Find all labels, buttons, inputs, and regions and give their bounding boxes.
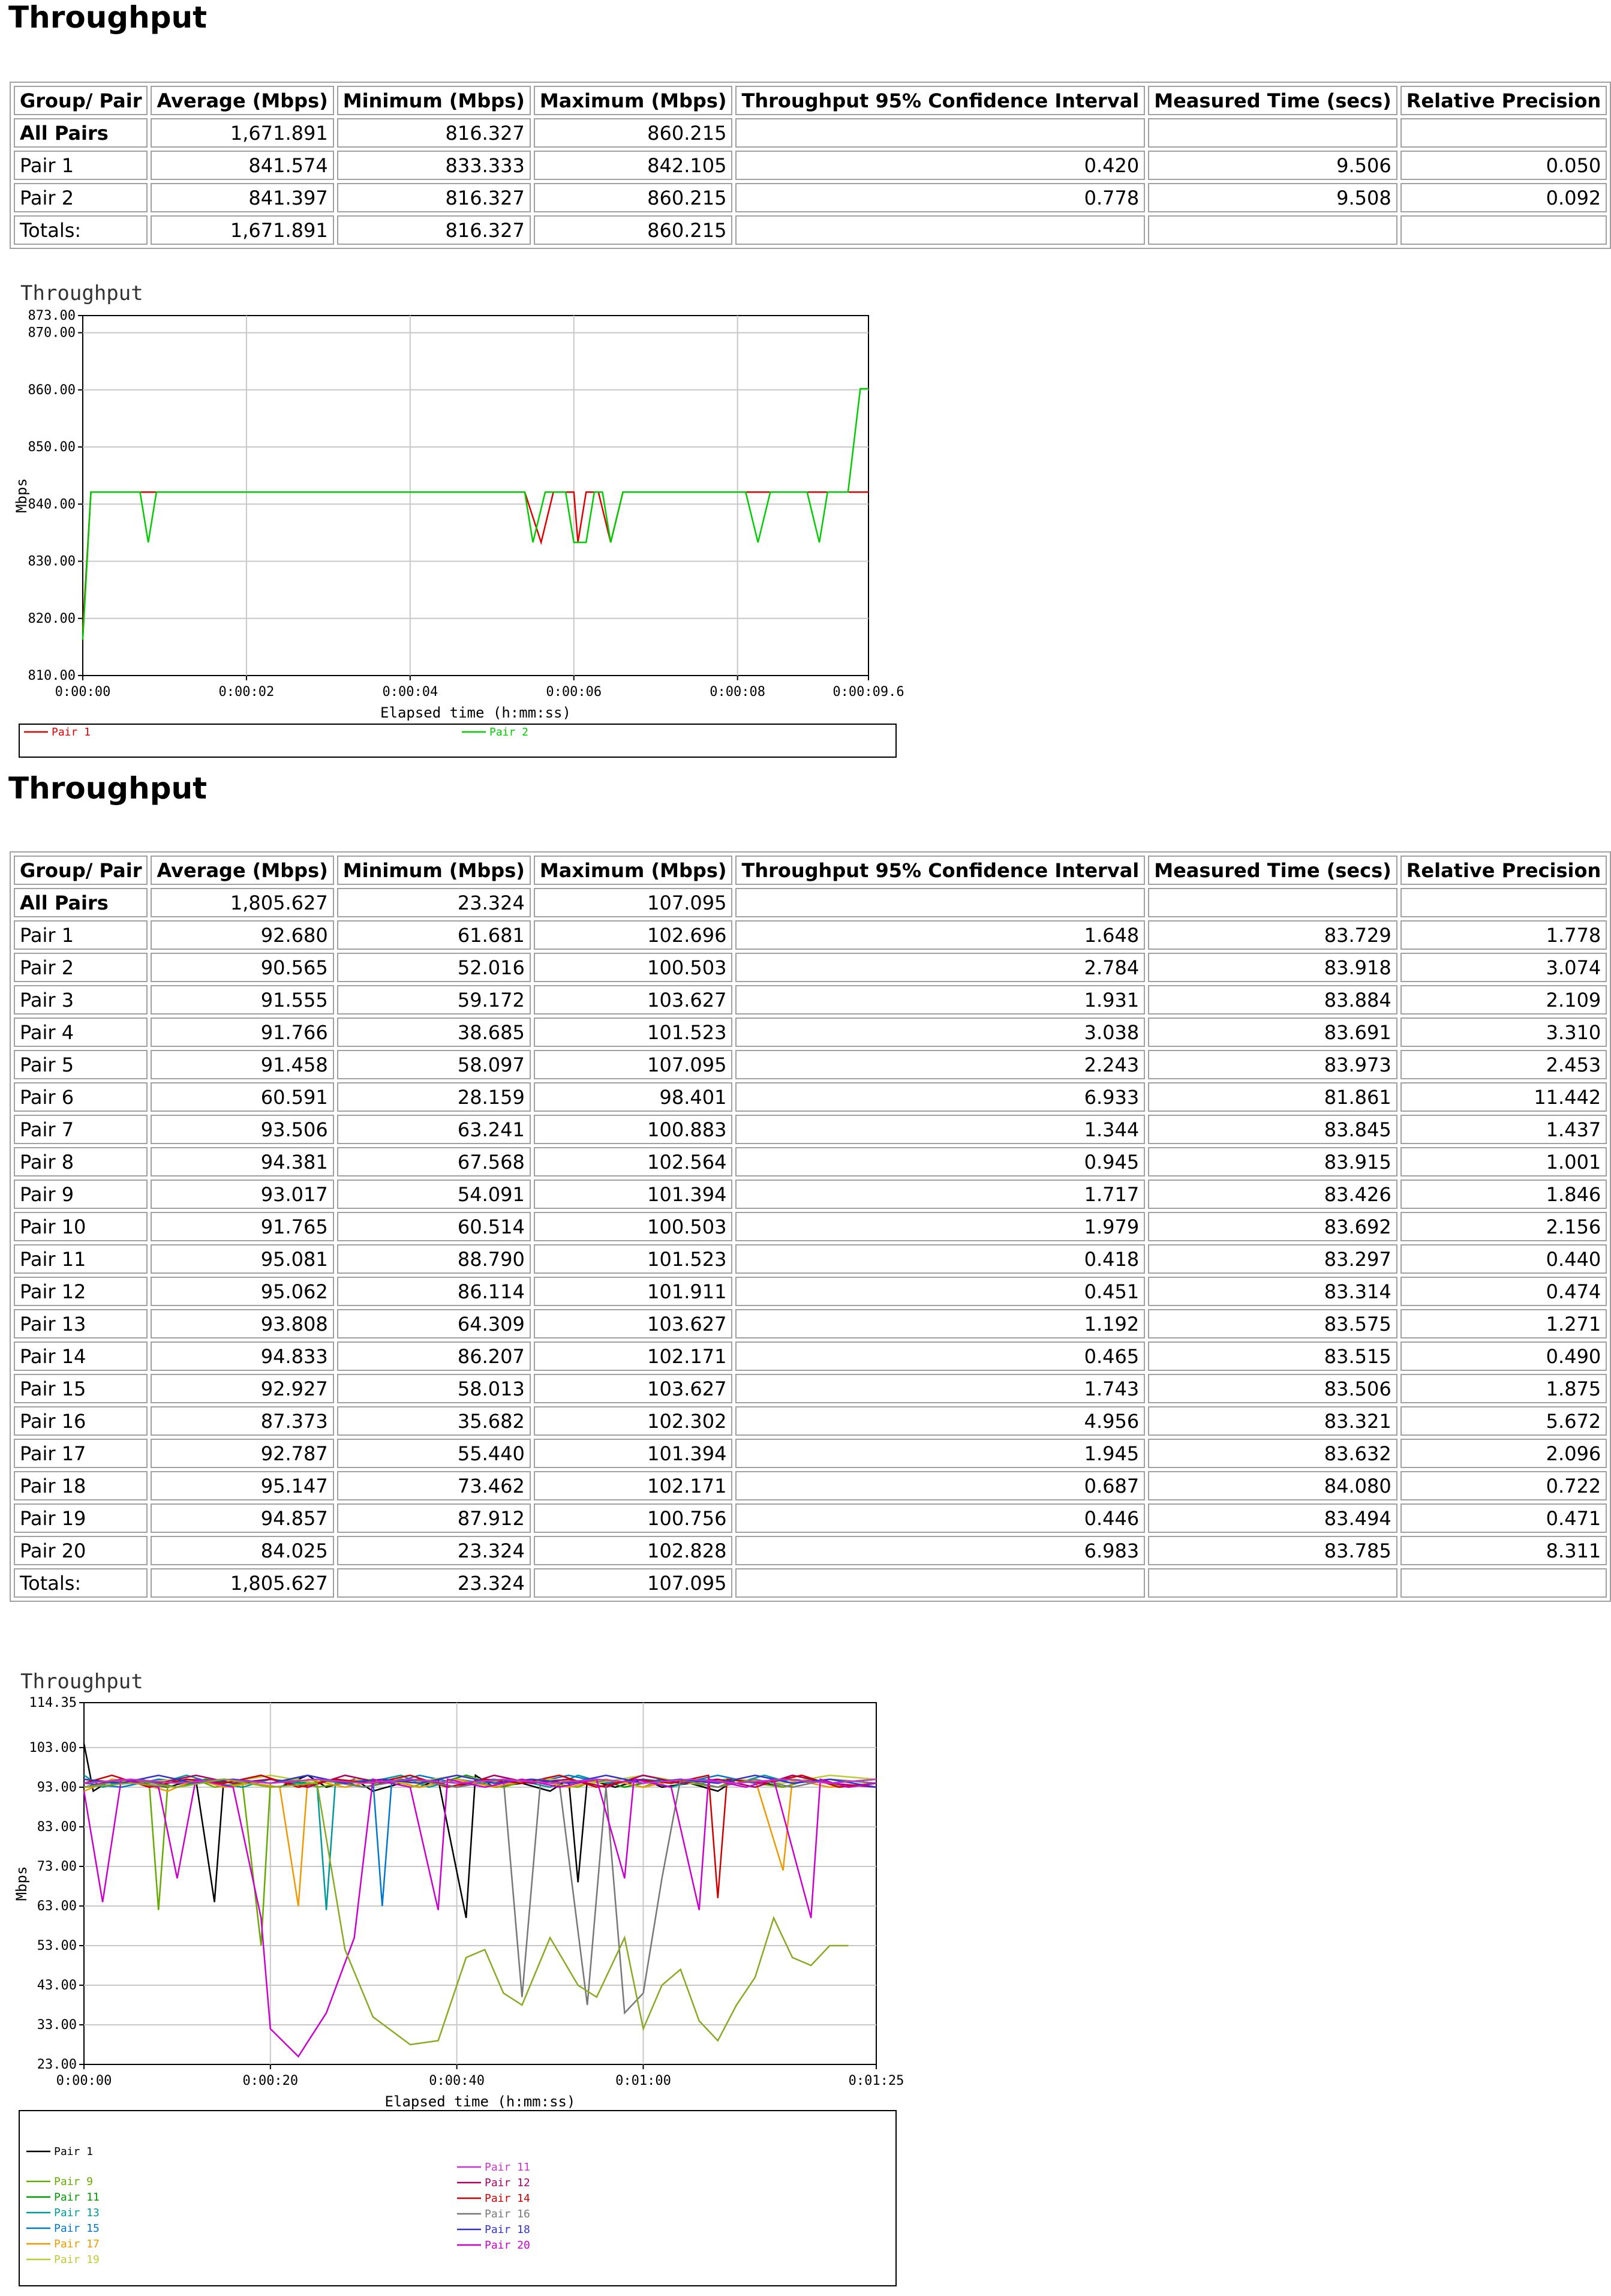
table-cell: 107.095	[534, 1568, 733, 1598]
column-header: Average (Mbps)	[151, 86, 333, 115]
table-cell: 83.494	[1148, 1503, 1397, 1533]
table-cell: 83.426	[1148, 1179, 1397, 1209]
y-tick-label: 860.00	[28, 382, 76, 398]
column-header: Minimum (Mbps)	[337, 856, 531, 885]
row-label: Pair 15	[14, 1374, 148, 1403]
table-cell: 860.215	[534, 183, 733, 212]
y-tick-label: 103.00	[29, 1740, 77, 1755]
table-cell: 107.095	[534, 888, 733, 917]
table-cell: 0.451	[735, 1277, 1145, 1306]
y-tick-label: 820.00	[28, 611, 76, 626]
table-cell: 102.171	[534, 1341, 733, 1371]
table-cell: 23.324	[337, 1568, 531, 1598]
table-cell: 3.074	[1400, 953, 1607, 982]
table-cell: 860.215	[534, 215, 733, 245]
table-cell: 92.680	[151, 920, 333, 950]
column-header: Minimum (Mbps)	[337, 86, 531, 115]
table-cell: 6.983	[735, 1536, 1145, 1565]
row-label: Pair 1	[14, 920, 148, 950]
legend-label: Pair 16	[485, 2208, 530, 2220]
legend-label: Pair 9	[54, 2175, 94, 2188]
column-header: Relative Precision	[1400, 86, 1607, 115]
table-cell: 23.324	[337, 1536, 531, 1565]
row-label: Totals:	[14, 215, 148, 245]
table-cell: 100.756	[534, 1503, 733, 1533]
row-label: Totals:	[14, 1568, 148, 1598]
y-axis-label: Mbps	[13, 478, 30, 513]
x-tick-label: 0:00:08	[710, 685, 766, 700]
column-header: Measured Time (secs)	[1148, 856, 1397, 885]
table-cell: 92.927	[151, 1374, 333, 1403]
table-cell: 28.159	[337, 1082, 531, 1112]
row-label: Pair 6	[14, 1082, 148, 1112]
x-tick-label: 0:01:25	[848, 2073, 904, 2088]
x-tick-label: 0:00:04	[382, 685, 438, 700]
table-cell: 58.097	[337, 1050, 531, 1079]
table-cell: 816.327	[337, 118, 531, 148]
chart-title: Throughput	[20, 281, 143, 305]
table-cell: 102.302	[534, 1406, 733, 1436]
row-label: Pair 11	[14, 1244, 148, 1274]
y-tick-label: 840.00	[28, 497, 76, 512]
table-cell: 93.808	[151, 1309, 333, 1338]
table-cell: 1.778	[1400, 920, 1607, 950]
table-cell: 1.271	[1400, 1309, 1607, 1338]
legend-label: Pair 1	[54, 2145, 94, 2158]
table-cell: 60.591	[151, 1082, 333, 1112]
y-tick-label: 43.00	[37, 1977, 77, 1993]
table-cell: 0.446	[735, 1503, 1145, 1533]
row-label: Pair 3	[14, 985, 148, 1015]
table-cell: 86.207	[337, 1341, 531, 1371]
table-cell: 35.682	[337, 1406, 531, 1436]
table-cell: 98.401	[534, 1082, 733, 1112]
y-tick-label: 870.00	[28, 325, 76, 341]
table-cell: 83.506	[1148, 1374, 1397, 1403]
table-cell: 59.172	[337, 985, 531, 1015]
x-tick-label: 0:00:00	[56, 2073, 112, 2088]
table-cell: 83.691	[1148, 1018, 1397, 1047]
table-cell: 1.743	[735, 1374, 1145, 1403]
row-label: Pair 18	[14, 1471, 148, 1500]
legend-label: Pair 19	[54, 2253, 100, 2266]
x-tick-label: 0:01:00	[615, 2073, 671, 2088]
row-label: Pair 19	[14, 1503, 148, 1533]
legend-label: Pair 2	[489, 726, 529, 739]
column-header: Maximum (Mbps)	[534, 86, 733, 115]
table-cell: 0.092	[1400, 183, 1607, 212]
table-cell: 91.766	[151, 1018, 333, 1047]
table-cell: 86.114	[337, 1277, 531, 1306]
legend-label: Pair 17	[54, 2238, 100, 2250]
table-cell: 1,805.627	[151, 1568, 333, 1598]
table-cell: 107.095	[534, 1050, 733, 1079]
row-label: Pair 5	[14, 1050, 148, 1079]
table-cell: 84.025	[151, 1536, 333, 1565]
row-label: Pair 4	[14, 1018, 148, 1047]
table-cell: 0.722	[1400, 1471, 1607, 1500]
table-cell: 94.381	[151, 1147, 333, 1176]
table-cell: 841.397	[151, 183, 333, 212]
table-cell: 95.147	[151, 1471, 333, 1500]
table-cell: 0.440	[1400, 1244, 1607, 1274]
legend-label: Pair 18	[485, 2223, 530, 2236]
plot-area	[84, 1703, 876, 2064]
y-tick-label: 23.00	[37, 2057, 77, 2072]
table-cell: 0.778	[735, 183, 1145, 212]
table-cell: 103.627	[534, 985, 733, 1015]
table-cell: 0.050	[1400, 151, 1607, 180]
y-tick-label: 63.00	[37, 1898, 77, 1914]
table-cell: 841.574	[151, 151, 333, 180]
legend-label: Pair 13	[54, 2207, 100, 2219]
y-tick-label: 873.00	[28, 308, 76, 323]
table-cell: 23.324	[337, 888, 531, 917]
column-header: Group/ Pair	[14, 856, 148, 885]
table-cell: 1,671.891	[151, 215, 333, 245]
table-cell	[1400, 118, 1607, 148]
table-cell: 83.321	[1148, 1406, 1397, 1436]
table-cell: 92.787	[151, 1439, 333, 1468]
table-cell: 58.013	[337, 1374, 531, 1403]
table-cell: 83.632	[1148, 1439, 1397, 1468]
y-tick-label: 53.00	[37, 1938, 77, 1953]
table-cell: 94.833	[151, 1341, 333, 1371]
table-cell: 1.979	[735, 1212, 1145, 1241]
table-cell: 842.105	[534, 151, 733, 180]
table-cell: 91.555	[151, 985, 333, 1015]
section1-title: Throughput	[8, 0, 207, 35]
table-cell: 54.091	[337, 1179, 531, 1209]
table-cell: 101.523	[534, 1244, 733, 1274]
table-cell: 1.931	[735, 985, 1145, 1015]
table-cell: 102.696	[534, 920, 733, 950]
table-cell: 88.790	[337, 1244, 531, 1274]
table-cell: 83.918	[1148, 953, 1397, 982]
table-cell: 94.857	[151, 1503, 333, 1533]
table-cell: 1.717	[735, 1179, 1145, 1209]
table-cell: 91.765	[151, 1212, 333, 1241]
table-cell: 83.729	[1148, 920, 1397, 950]
table-cell: 11.442	[1400, 1082, 1607, 1112]
y-tick-label: 810.00	[28, 668, 76, 683]
x-tick-label: 0:00:20	[242, 2073, 299, 2088]
table-cell: 2.453	[1400, 1050, 1607, 1079]
legend-label: Pair 12	[485, 2177, 530, 2189]
table-cell: 61.681	[337, 920, 531, 950]
table-cell: 81.861	[1148, 1082, 1397, 1112]
table-cell: 38.685	[337, 1018, 531, 1047]
row-label: Pair 16	[14, 1406, 148, 1436]
chart-title: Throughput	[20, 1670, 143, 1694]
table-cell: 2.243	[735, 1050, 1145, 1079]
table-cell: 4.956	[735, 1406, 1145, 1436]
row-label: Pair 7	[14, 1115, 148, 1144]
column-header: Throughput 95% Confidence Interval	[735, 856, 1145, 885]
table-cell: 64.309	[337, 1309, 531, 1338]
table-cell: 0.945	[735, 1147, 1145, 1176]
table-cell: 0.687	[735, 1471, 1145, 1500]
table-cell	[1400, 215, 1607, 245]
row-label: Pair 14	[14, 1341, 148, 1371]
table-cell: 91.458	[151, 1050, 333, 1079]
table-cell: 83.785	[1148, 1536, 1397, 1565]
column-header: Throughput 95% Confidence Interval	[735, 86, 1145, 115]
row-label: Pair 2	[14, 953, 148, 982]
y-tick-label: 93.00	[37, 1779, 77, 1795]
table-cell: 0.420	[735, 151, 1145, 180]
table-cell: 55.440	[337, 1439, 531, 1468]
table-cell: 5.672	[1400, 1406, 1607, 1436]
table-cell: 833.333	[337, 151, 531, 180]
table-cell: 3.038	[735, 1018, 1145, 1047]
table-cell: 0.465	[735, 1341, 1145, 1371]
legend-label: Pair 11	[54, 2191, 100, 2204]
table-cell: 101.523	[534, 1018, 733, 1047]
row-label: Pair 12	[14, 1277, 148, 1306]
table-cell: 1,671.891	[151, 118, 333, 148]
row-label: Pair 1	[14, 151, 148, 180]
table-cell: 0.471	[1400, 1503, 1607, 1533]
table-cell: 93.017	[151, 1179, 333, 1209]
table-cell	[1400, 888, 1607, 917]
y-axis-label: Mbps	[13, 1866, 30, 1901]
table-cell: 0.474	[1400, 1277, 1607, 1306]
table-cell: 83.692	[1148, 1212, 1397, 1241]
column-header: Relative Precision	[1400, 856, 1607, 885]
table-cell: 83.973	[1148, 1050, 1397, 1079]
row-label: Pair 2	[14, 183, 148, 212]
legend-label: Pair 1	[52, 726, 91, 739]
table-cell: 1.192	[735, 1309, 1145, 1338]
row-label: Pair 17	[14, 1439, 148, 1468]
legend-label: Pair 11	[485, 2161, 530, 2174]
row-label: Pair 13	[14, 1309, 148, 1338]
table-cell: 83.915	[1148, 1147, 1397, 1176]
table-cell: 102.828	[534, 1536, 733, 1565]
table-cell: 2.109	[1400, 985, 1607, 1015]
table-cell: 101.394	[534, 1179, 733, 1209]
table-cell: 860.215	[534, 118, 733, 148]
table-cell: 1,805.627	[151, 888, 333, 917]
table-cell: 63.241	[337, 1115, 531, 1144]
table-cell: 0.490	[1400, 1341, 1607, 1371]
table-cell: 83.575	[1148, 1309, 1397, 1338]
table-cell: 102.171	[534, 1471, 733, 1500]
table-cell: 2.156	[1400, 1212, 1607, 1241]
row-label: Pair 20	[14, 1536, 148, 1565]
x-tick-label: 0:00:40	[429, 2073, 485, 2088]
table-cell: 67.568	[337, 1147, 531, 1176]
table-cell: 95.081	[151, 1244, 333, 1274]
table-cell: 816.327	[337, 183, 531, 212]
table-cell: 2.784	[735, 953, 1145, 982]
table-cell: 100.503	[534, 1212, 733, 1241]
x-tick-label: 0:00:09.6	[832, 685, 904, 700]
table-cell: 6.933	[735, 1082, 1145, 1112]
column-header: Maximum (Mbps)	[534, 856, 733, 885]
x-axis-label: Elapsed time (h:mm:ss)	[380, 704, 571, 721]
table-cell: 816.327	[337, 215, 531, 245]
table-cell: 101.911	[534, 1277, 733, 1306]
table-cell: 90.565	[151, 953, 333, 982]
column-header: Average (Mbps)	[151, 856, 333, 885]
row-label: Pair 10	[14, 1212, 148, 1241]
table-cell: 9.506	[1148, 151, 1397, 180]
table-cell: 84.080	[1148, 1471, 1397, 1500]
table-cell: 2.096	[1400, 1439, 1607, 1468]
table-cell: 83.297	[1148, 1244, 1397, 1274]
table-cell: 1.001	[1400, 1147, 1607, 1176]
section2-title: Throughput	[8, 771, 207, 806]
table-cell: 87.912	[337, 1503, 531, 1533]
row-label: All Pairs	[14, 888, 148, 917]
table-cell: 101.394	[534, 1439, 733, 1468]
table-cell: 52.016	[337, 953, 531, 982]
x-tick-label: 0:00:00	[55, 685, 111, 700]
column-header: Measured Time (secs)	[1148, 86, 1397, 115]
table-cell: 102.564	[534, 1147, 733, 1176]
table-cell: 1.945	[735, 1439, 1145, 1468]
legend-label: Pair 14	[485, 2192, 530, 2205]
table-cell: 83.884	[1148, 985, 1397, 1015]
table-cell: 93.506	[151, 1115, 333, 1144]
table-cell: 103.627	[534, 1374, 733, 1403]
table-cell: 83.845	[1148, 1115, 1397, 1144]
table-cell: 83.515	[1148, 1341, 1397, 1371]
y-tick-label: 850.00	[28, 440, 76, 455]
table-cell: 87.373	[151, 1406, 333, 1436]
table-cell: 100.883	[534, 1115, 733, 1144]
table-cell: 1.437	[1400, 1115, 1607, 1144]
table-cell: 103.627	[534, 1309, 733, 1338]
table-cell	[1400, 1568, 1607, 1598]
table-cell: 3.310	[1400, 1018, 1607, 1047]
row-label: Pair 9	[14, 1179, 148, 1209]
row-label: Pair 8	[14, 1147, 148, 1176]
x-tick-label: 0:00:06	[546, 685, 602, 700]
y-tick-label: 830.00	[28, 554, 76, 569]
x-tick-label: 0:00:02	[218, 685, 275, 700]
legend-label: Pair 20	[485, 2239, 530, 2252]
column-header: Group/ Pair	[14, 86, 148, 115]
table-cell: 9.508	[1148, 183, 1397, 212]
y-tick-label: 33.00	[37, 2017, 77, 2033]
table-cell: 1.344	[735, 1115, 1145, 1144]
table-cell: 1.875	[1400, 1374, 1607, 1403]
table-cell: 8.311	[1400, 1536, 1607, 1565]
x-axis-label: Elapsed time (h:mm:ss)	[384, 2093, 576, 2110]
table-cell: 1.648	[735, 920, 1145, 950]
table-cell: 73.462	[337, 1471, 531, 1500]
y-tick-label: 73.00	[37, 1859, 77, 1874]
table-cell: 95.062	[151, 1277, 333, 1306]
table-cell: 60.514	[337, 1212, 531, 1241]
legend-label: Pair 15	[54, 2222, 100, 2235]
y-tick-label: 114.35	[29, 1695, 77, 1710]
y-tick-label: 83.00	[37, 1819, 77, 1835]
row-label: All Pairs	[14, 118, 148, 148]
table-cell: 1.846	[1400, 1179, 1607, 1209]
table-cell: 100.503	[534, 953, 733, 982]
table-cell: 0.418	[735, 1244, 1145, 1274]
table-cell: 83.314	[1148, 1277, 1397, 1306]
